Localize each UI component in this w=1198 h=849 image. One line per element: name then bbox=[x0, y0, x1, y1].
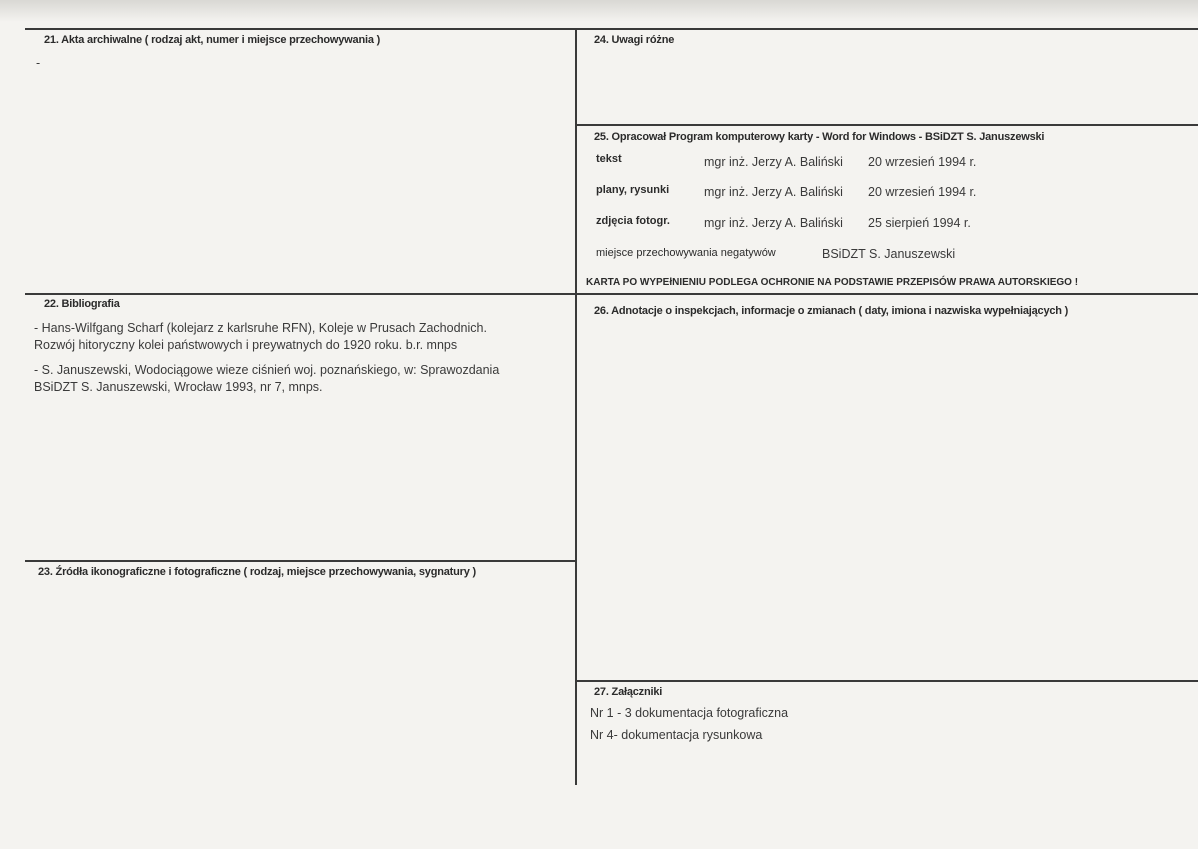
section-24-title: 24. Uwagi różne bbox=[594, 34, 675, 46]
author-row-person: mgr inż. Jerzy A. Baliński bbox=[704, 185, 843, 199]
top-rule bbox=[25, 28, 1198, 30]
attachment-item: Nr 1 - 3 dokumentacja fotograficzna bbox=[590, 706, 789, 720]
author-row-label: plany, rysunki bbox=[596, 184, 670, 196]
rule-22-top bbox=[25, 293, 575, 295]
bibliography-entry bbox=[34, 320, 566, 354]
section-23-title: 23. Źródła ikonograficzne i fotograficzne ( rodzaj, miejsce przechowywania, sygnatury ) bbox=[38, 566, 476, 578]
section-26-title: 26. Adnotacje o inspekcjach, informacje o zmianach ( daty, imiona i nazwiska wypełniających ) bbox=[594, 305, 1069, 317]
bibliography-line: - Hans-Wilfgang Scharf (kolejarz z karlsruhe RFN), Koleje w Prusach Zachodnich. bbox=[34, 321, 487, 335]
negatives-label: miejsce przechowywania negatywów bbox=[596, 247, 776, 259]
copyright-notice: KARTA PO WYPEłNIENIU PODLEGA OCHRONIE NA PODSTAWIE PRZEPISÓW PRAWA AUTORSKIEGO ! bbox=[586, 277, 1079, 288]
author-row-date: 20 wrzesień 1994 r. bbox=[868, 185, 977, 199]
author-row-label: tekst bbox=[596, 153, 622, 165]
negatives-value: BSiDZT S. Januszewski bbox=[822, 247, 956, 261]
author-row-date: 20 wrzesień 1994 r. bbox=[868, 155, 977, 169]
rule-27-top bbox=[576, 680, 1198, 682]
scan-shadow bbox=[0, 0, 1198, 22]
bibliography-entry bbox=[34, 362, 566, 396]
rule-26-top bbox=[576, 293, 1198, 295]
author-row-person: mgr inż. Jerzy A. Baliński bbox=[704, 155, 843, 169]
section-25-title: 25. Opracował Program komputerowy karty - Word for Windows - BSiDZT S. Januszewski bbox=[594, 131, 1045, 143]
bibliography-line: Rozwój hitoryczny kolei państwowych i preywatnych do 1920 roku. b.r. mnps bbox=[34, 338, 458, 352]
author-row-label: zdjęcia fotogr. bbox=[596, 215, 670, 227]
section-27-title: 27. Załączniki bbox=[594, 686, 663, 698]
attachment-item: Nr 4- dokumentacja rysunkowa bbox=[590, 728, 763, 742]
center-divider bbox=[575, 28, 577, 785]
rule-25-top bbox=[576, 124, 1198, 126]
rule-23-top bbox=[25, 560, 575, 562]
section-21-value: - bbox=[36, 56, 41, 70]
bibliography-line: BSiDZT S. Januszewski, Wrocław 1993, nr 7, mnps. bbox=[34, 380, 323, 394]
bibliography-line: - S. Januszewski, Wodociągowe wieze ciśnień woj. poznańskiego, w: Sprawozdania bbox=[34, 363, 500, 377]
section-21-title: 21. Akta archiwalne ( rodzaj akt, numer i miejsce przechowywania ) bbox=[44, 34, 381, 46]
author-row-person: mgr inż. Jerzy A. Baliński bbox=[704, 216, 843, 230]
section-22-title: 22. Bibliografia bbox=[44, 298, 120, 310]
author-row-date: 25 sierpień 1994 r. bbox=[868, 216, 971, 230]
